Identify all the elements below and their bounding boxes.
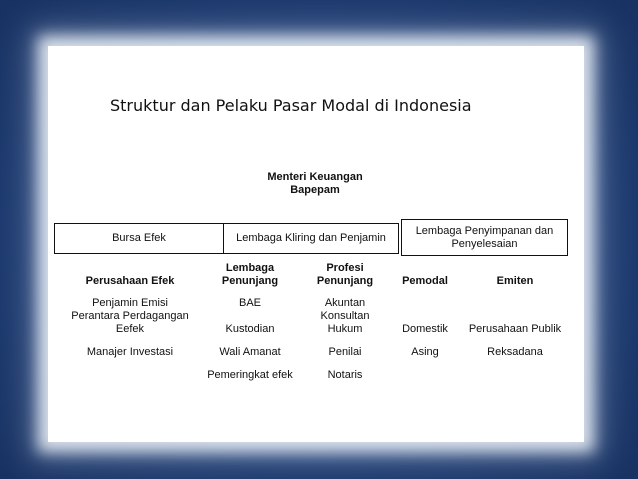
perusahaan-item-manajer-investasi: Manajer Investasi <box>86 346 174 358</box>
emiten-item-perusahaan-publik: Perusahaan Publik <box>468 323 562 335</box>
header-perusahaan-efek: Perusahaan Efek <box>85 275 175 287</box>
menteri-keuangan-label: Menteri Keuangan <box>267 171 363 183</box>
kliring-penjamin-box <box>223 223 399 254</box>
lembaga-item-bae: BAE <box>238 297 261 309</box>
pemodal-item-domestik: Domestik <box>402 323 448 335</box>
kliring-penjamin-label: Lembaga Kliring dan Penjamin <box>236 232 386 244</box>
perusahaan-item-perantara-line1: Perantara Perdagangan <box>71 310 189 322</box>
perusahaan-item-perantara-line2: Eefek <box>115 323 145 335</box>
bapepam-label: Bapepam <box>290 184 340 196</box>
penyimpanan-penyelesaian-box <box>401 219 568 256</box>
header-lembaga-line1: Lembaga <box>225 262 275 274</box>
lembaga-item-pemeringkat-efek: Pemeringkat efek <box>207 369 293 381</box>
header-lembaga-line2: Penunjang <box>221 275 279 287</box>
profesi-item-penilai: Penilai <box>328 346 362 358</box>
header-emiten: Emiten <box>496 275 534 287</box>
lembaga-item-kustodian: Kustodian <box>225 323 275 335</box>
slide-title: Struktur dan Pelaku Pasar Modal di Indonesia <box>110 96 472 115</box>
header-profesi-line1: Profesi <box>326 262 364 274</box>
perusahaan-item-penjamin-emisi: Penjamin Emisi <box>92 297 168 309</box>
profesi-item-notaris: Notaris <box>327 369 363 381</box>
lembaga-item-wali-amanat: Wali Amanat <box>219 346 281 358</box>
header-profesi-line2: Penunjang <box>316 275 374 287</box>
penyimpanan-label-line1: Lembaga Penyimpanan dan <box>415 224 554 237</box>
penyimpanan-label-line2: Penyelesaian <box>451 237 518 250</box>
profesi-item-akuntan: Akuntan <box>324 297 366 309</box>
bursa-efek-label: Bursa Efek <box>112 232 166 244</box>
bursa-efek-box <box>54 223 224 254</box>
profesi-item-hukum: Hukum <box>327 323 363 335</box>
profesi-item-konsultan: Konsultan <box>320 310 370 322</box>
emiten-item-reksadana: Reksadana <box>487 346 543 358</box>
pemodal-item-asing: Asing <box>411 346 439 358</box>
header-pemodal: Pemodal <box>402 275 448 287</box>
